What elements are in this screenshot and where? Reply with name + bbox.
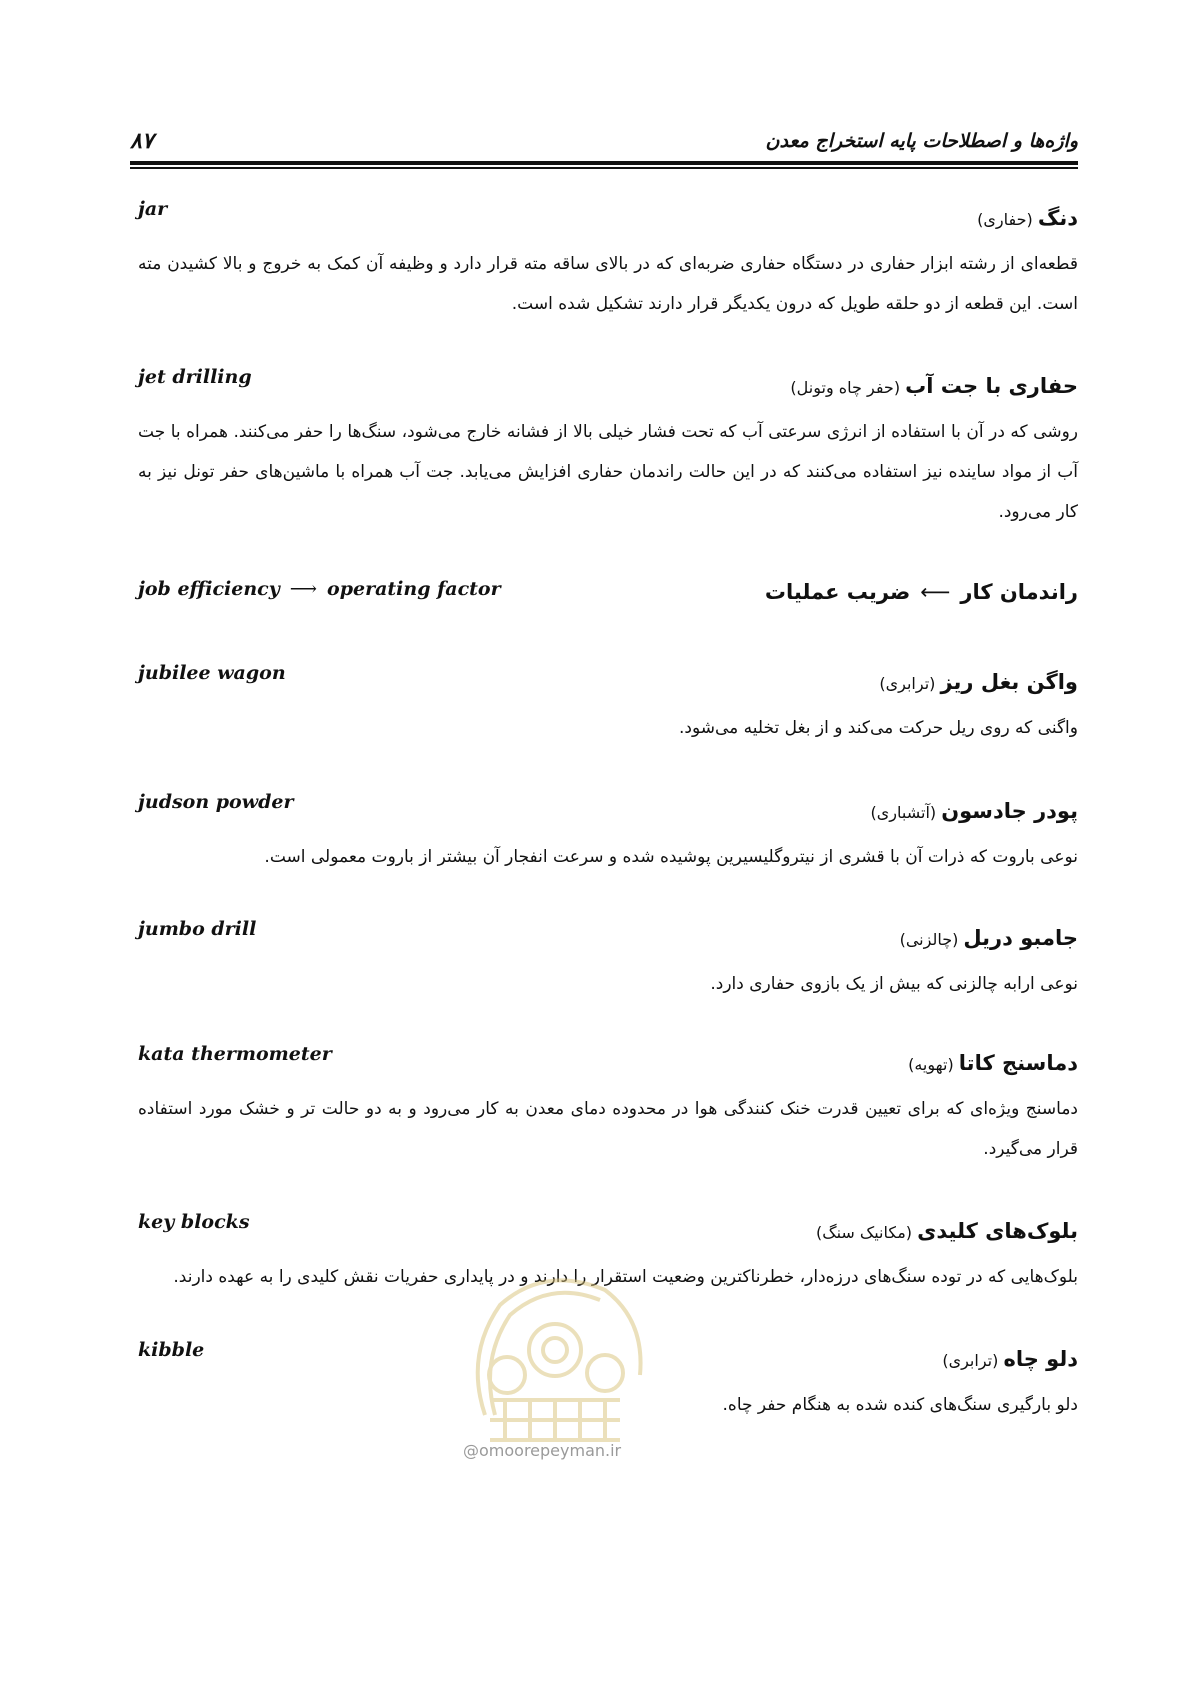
watermark-seal-icon	[455, 1265, 655, 1450]
header-rule-thin	[130, 167, 1078, 169]
left-arrow-icon: ⟵	[920, 580, 951, 604]
english-cross-reference	[138, 578, 501, 600]
persian-term: دنگ	[1037, 206, 1078, 230]
english-term: judson powder	[138, 791, 294, 813]
definition: بلوک‌هایی که در توده سنگ‌های درزه‌دار، خطرناکترین وضعیت استقرار را دارند و در پایداری حفریات نقش کلیدی را به عهده دارند.	[173, 1267, 1078, 1287]
definition: قطعه‌ای از رشته ابزار حفاری در دستگاه حفاری ضربه‌ای که در بالای ساقه مته قرار دارد و وظیفه آن کمک به خروج و بالا کشیدن مته است. این قطعه از دو حلقه طویل که درون یکدیگر قرار دارند تشکیل شده است.	[138, 254, 1078, 314]
persian-heading	[879, 670, 1078, 694]
persian-heading	[942, 1347, 1078, 1371]
definition: واگنی که روی ریل حرکت می‌کند و از بغل تخلیه می‌شود.	[678, 718, 1078, 738]
watermark-url	[463, 1441, 621, 1460]
running-title: واژه‌ها و اصطلاحات پایه استخراج معدن	[765, 130, 1078, 152]
english-term: jumbo drill	[138, 918, 257, 940]
page-header	[130, 118, 1078, 168]
persian-term: دلو چاه	[1003, 1347, 1078, 1371]
persian-term: حفاری با جت آب	[905, 374, 1078, 398]
persian-term: واگن بغل ریز	[940, 670, 1078, 694]
definition: دماسنج ویژه‌ای که برای تعیین قدرت خنک کنندگی هوا در محدوده دمای معدن به کار می‌رود و به دو حالت تر و خشک مورد استفاده قرار می‌گیرد.	[138, 1099, 1078, 1159]
persian-heading	[900, 926, 1078, 950]
field-label: (تهویه)	[908, 1055, 954, 1074]
english-term: jar	[138, 198, 168, 220]
persian-term-from: راندمان کار	[960, 580, 1078, 604]
persian-term: بلوک‌های کلیدی	[917, 1219, 1078, 1243]
persian-term: جامبو دریل	[963, 926, 1078, 950]
definition: روشی که در آن با استفاده از انرژی سرعتی آب که تحت فشار خیلی بالا از فشانه خارج می‌شود، سنگ‌ها را حفر می‌کنند. همراه با جت آب از مواد ساینده نیز استفاده می‌کنند که در این حالت راندمان حفاری افزایش می‌یابد. جت آب همراه با ماشین‌های حفر تونل نیز به کار می‌رود.	[138, 422, 1078, 522]
english-term: kibble	[138, 1339, 205, 1361]
page-number: ۸۷	[130, 128, 154, 154]
field-label: (چالزنی)	[899, 930, 959, 949]
persian-heading	[977, 206, 1078, 230]
definition: نوعی باروت که ذرات آن با قشری از نیتروگلیسیرین پوشیده شده و سرعت انفجار آن بیشتر از باروت معمولی است.	[264, 847, 1078, 867]
header-rule-thick	[130, 161, 1078, 165]
definition: نوعی ارابه چالزنی که بیش از یک بازوی حفاری دارد.	[710, 974, 1078, 994]
field-label: (آتشباری)	[870, 803, 937, 822]
english-term: key blocks	[138, 1211, 250, 1233]
english-term: jet drilling	[138, 366, 252, 388]
field-label: (ترابری)	[879, 674, 936, 693]
english-term: kata thermometer	[138, 1043, 332, 1065]
english-term: jubilee wagon	[138, 662, 286, 684]
field-label: (حفاری)	[977, 210, 1033, 229]
persian-term: دماسنج کاتا	[958, 1051, 1078, 1075]
english-term-from: job efficiency	[138, 578, 280, 600]
persian-cross-reference	[765, 580, 1078, 604]
field-label: (ترابری)	[942, 1351, 999, 1370]
right-arrow-icon: ⟶	[289, 578, 318, 600]
persian-heading	[908, 1051, 1078, 1075]
persian-heading	[871, 799, 1078, 823]
persian-term: پودر جادسون	[941, 799, 1078, 823]
english-term-to: operating factor	[327, 578, 501, 600]
persian-heading	[790, 374, 1078, 398]
watermark-url-text: omoorepeyman.ir	[479, 1441, 622, 1460]
field-label: (حفر چاه وتونل)	[790, 378, 901, 397]
definition: دلو بارگیری سنگ‌های کنده شده به هنگام حفر چاه.	[722, 1395, 1078, 1415]
field-label: (مکانیک سنگ)	[816, 1223, 913, 1242]
at-sign-icon: @	[463, 1441, 479, 1460]
persian-heading	[816, 1219, 1078, 1243]
persian-term-to: ضریب عملیات	[764, 580, 911, 604]
cross-reference	[138, 578, 1078, 618]
